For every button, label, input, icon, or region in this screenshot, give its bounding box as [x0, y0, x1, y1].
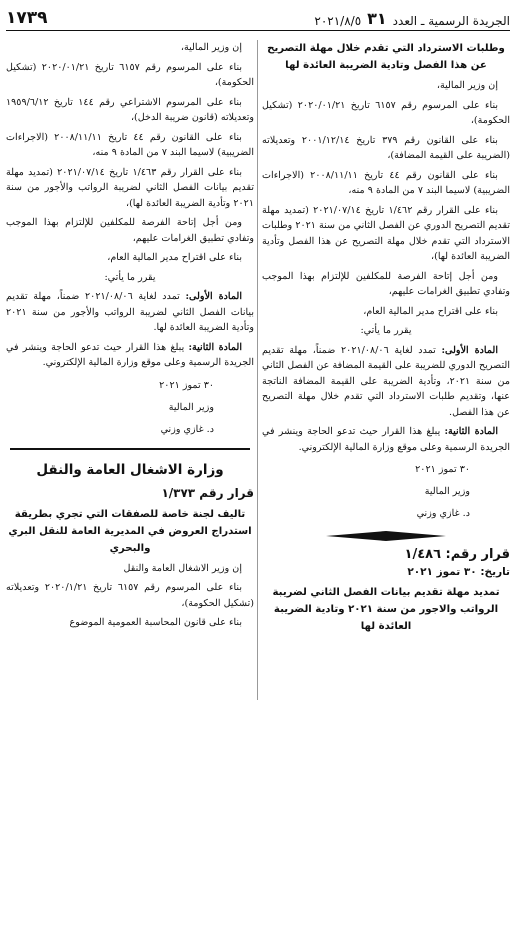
preamble-decree: بناء على المرسوم رقم ٦١٥٧ تاريخ ٢٠٢٠/٠١/٢١ (تشكيل الحكومة)،: [6, 61, 254, 88]
signature-name: د. غازي وزني: [416, 508, 470, 519]
signature-block: [6, 375, 254, 441]
article-1-label: المادة الأولى:: [185, 291, 242, 302]
article-2-label: المادة الثانية:: [444, 426, 498, 437]
signature-date: ٣٠ تموز ٢٠٢١: [415, 464, 470, 475]
article-1-text: تمدد لغاية ٢٠٢١/٠٨/٠٦ ضمناً، مهلة تقديم التصريح الدوري للضريبة على القيمة المضافة عن الفصل الثاني من سنة ٢٠٢١، وتأدية الضريبة على القيمة المضافة الناتجة عنها، وتقديم طلبات الاسترداد التي تقدم خلال مهلة التصريح عن هذا الفصل.: [262, 344, 510, 418]
preamble-purpose: ومن أجل إتاحة الفرصة للمكلفين للإلتزام بهذا الموجب وتفادي تطبيق الغرامات عليهم،: [6, 217, 254, 244]
article-2-text: يبلغ هذا القرار حيث تدعو الحاجة وينشر في الجريدة الرسمية وعلى موقع وزارة المالية الإلكتروني.: [6, 341, 254, 368]
header-issue-info: [314, 9, 510, 28]
article-1: [6, 289, 254, 336]
section-separator: [6, 447, 254, 451]
separator-rule: [10, 447, 250, 451]
preamble-tax-procedures: بناء على القانون رقم ٤٤ تاريخ ٢٠٠٨/١١/١١ (الاجراءات الضريبية) لاسيما البند ٧ من المادة ٩ منه،: [6, 131, 254, 158]
column-divider: [257, 40, 258, 700]
page-header: [6, 6, 510, 31]
left-column: [6, 40, 254, 635]
article-1-text: تمدد لغاية ٢٠٢١/٠٨/٠٦ ضمناً، مهلة تقديم بيانات الفصل الثاني لضريبة الرواتب والأجور من سنة ٢٠٢١ وتأدية الضريبة العائدة لها.: [6, 291, 254, 333]
preamble-income-tax: بناء على المرسوم الاشتراعي رقم ١٤٤ تاريخ ١٩٥٩/٦/١٢ وتعديلاته (قانون ضريبة الدخل)،: [6, 96, 254, 123]
separator-ornament: [326, 531, 446, 541]
preamble-tax-procedures: بناء على القانون رقم ٤٤ تاريخ ٢٠٠٨/١١/١١ (الاجراءات الضريبية) لاسيما البند ٧ من المادة ٩ منه،: [262, 169, 510, 196]
ministry-heading: وزارة الاشغال العامة والنقل: [36, 461, 224, 478]
decision-title: تاليف لجنة خاصة للصفقات التي تجري بطريقة استدراج العروض في المديرية العامة للنقل البري والبحري: [8, 508, 252, 554]
signature-block: [262, 459, 510, 525]
decision-number: قرار رقم: ١/٤٨٦: [404, 547, 510, 562]
issue-date: ٢٠٢١/٨/٥: [314, 14, 362, 28]
issue-number: ٣١: [367, 9, 387, 28]
article-2: [262, 424, 510, 455]
article-1: [262, 343, 510, 421]
article-2-label: المادة الثانية:: [188, 341, 242, 353]
decides-line: يقرر ما يأتي:: [104, 271, 156, 283]
decision-title: تمديد مهلة تقديم بيانات الفصل الثاني لضريبة الرواتب والاجور من سنة ٢٠٢١ وتادية الضريبة العائدة لها: [272, 587, 500, 632]
continued-decision-title: وطلبات الاسترداد التي تقدم خلال مهلة التصريح عن هذا الفصل وتادية الضريبة العائدة لها: [267, 43, 505, 71]
decision-number: قرار رقم ١/٣٧٣: [161, 486, 254, 500]
signature-date: ٣٠ تموز ٢٠٢١: [159, 379, 214, 391]
article-2: [6, 340, 254, 371]
signature-role: وزير المالية: [168, 401, 214, 413]
right-column: [262, 40, 510, 639]
section-separator: [262, 531, 510, 541]
decision-date: تاريخ: ٣٠ تموز ٢٠٢١: [407, 565, 510, 578]
preamble-decree: بناء على المرسوم رقم ٦١٥٧ تاريخ ٢٠٢٠/٠١/٢١ (تشكيل الحكومة)،: [262, 99, 510, 126]
preamble-minister: إن وزير الاشغال العامة والنقل: [123, 562, 242, 574]
page-number: ١٧٣٩: [6, 8, 48, 28]
gazette-title: الجريدة الرسمية ـ العدد: [392, 14, 510, 28]
signature-role: وزير المالية: [424, 486, 470, 497]
preamble-proposal: بناء على اقتراح مدير المالية العام،: [363, 305, 498, 317]
decides-line: يقرر ما يأتي:: [360, 325, 412, 336]
preamble-decree: بناء على المرسوم رقم ٦١٥٧ تاريخ ٢٠٢٠/١/٢١ وتعديلاته (تشكيل الحكومة)،: [6, 582, 254, 609]
signature-name: د. غازي وزني: [160, 423, 214, 435]
article-2-text: يبلغ هذا القرار حيث تدعو الحاجة وينشر في الجريدة الرسمية وعلى موقع وزارة المالية الإلكتروني.: [262, 426, 510, 453]
article-1-label: المادة الأولى:: [441, 344, 498, 356]
preamble-prior-decision: بناء على القرار رقم ١/٤٦٢ تاريخ ٢٠٢١/٠٧/١٤ (تمديد مهلة تقديم التصريح الدوري عن الفصل الثاني من سنة ٢٠٢١ وطلبات الاسترداد التي تقدم خلال مهلة التصريح عن هذا الفصل وتأدية الضريبة العائدة لها)،: [261, 204, 510, 262]
preamble-minister: إن وزير المالية،: [180, 42, 242, 53]
preamble-vat-law: بناء على القانون رقم ٣٧٩ تاريخ ٢٠٠١/١٢/١٤ وتعديلاته (الضريبة على القيمة المضافة)،: [262, 134, 510, 161]
preamble-purpose: ومن أجل إتاحة الفرصة للمكلفين للإلتزام بهذا الموجب وتفادي تطبيق الغرامات عليهم،: [262, 270, 510, 297]
preamble-minister: إن وزير المالية،: [436, 80, 498, 91]
preamble-prior-decision: بناء على القرار رقم ١/٤٦٣ تاريخ ٢٠٢١/٠٧/١٤ (تمديد مهلة تقديم بيانات الفصل الثاني لضريبة الرواتب والأجور من سنة ٢٠٢١ وتأدية الضريبة العائدة لها)،: [6, 166, 254, 209]
preamble-proposal: بناء على اقتراح مدير المالية العام،: [107, 252, 242, 263]
preamble-accounting-law: بناء على قانون المحاسبة العمومية الموضوع: [69, 617, 242, 628]
